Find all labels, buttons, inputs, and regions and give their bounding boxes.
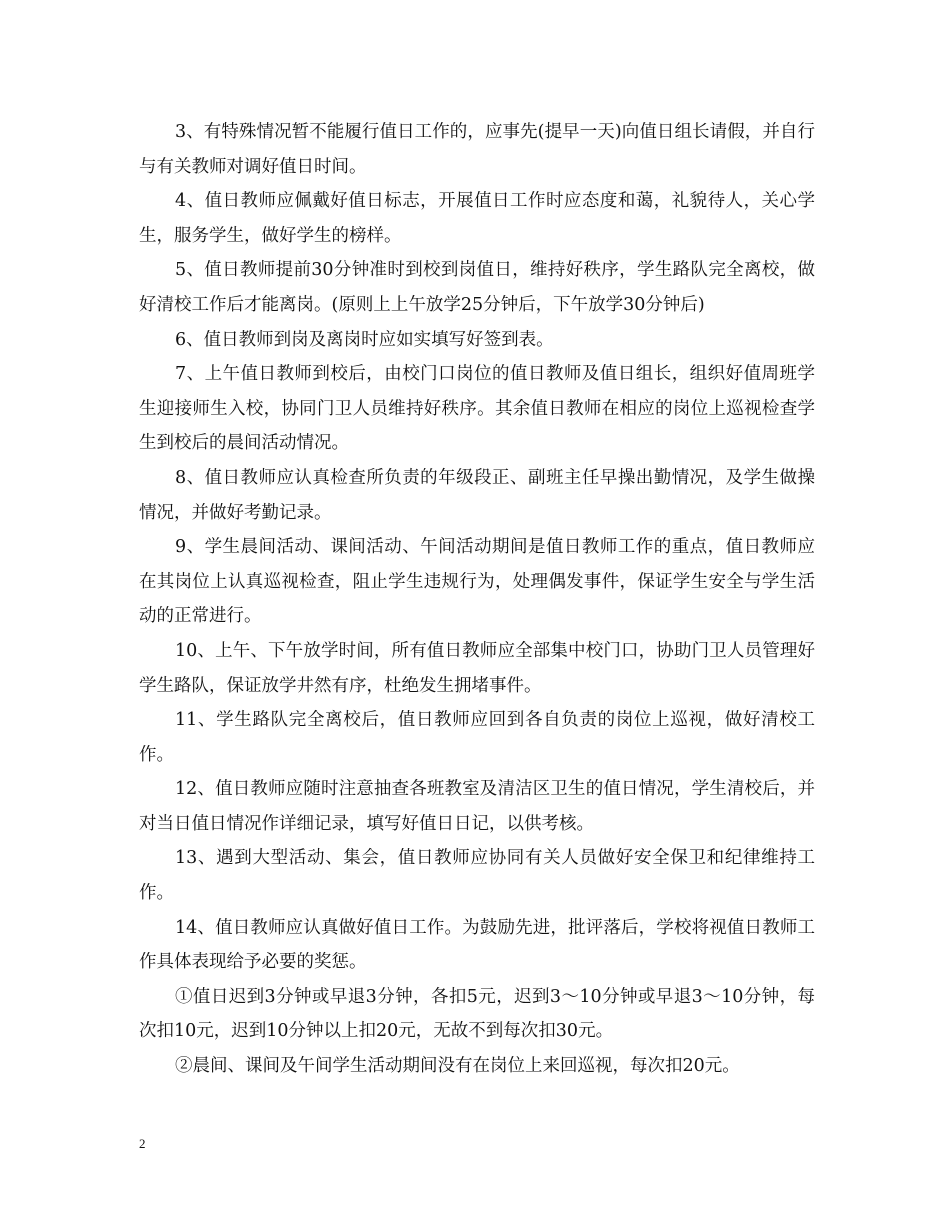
paragraph-rule-11: 11、学生路队完全离校后，值日教师应回到各自负责的岗位上巡视，做好清校工作。 [139, 710, 815, 765]
paragraph-rule-9: 9、学生晨间活动、课间活动、午间活动期间是值日教师工作的重点，值日教师应在其岗位上认真巡视检查，阻止学生违规行为，处理偶发事件，保证学生安全与学生活动的正常进行。 [139, 537, 815, 627]
paragraph-rule-14: 14、值日教师应认真做好值日工作。为鼓励先进，批评落后，学校将视值日教师工作具体表现给予必要的奖惩。 [139, 917, 815, 973]
paragraph-rule-6: 6、值日教师到岗及离岗时应如实填写好签到表。 [175, 329, 554, 350]
paragraph-rule-4: 4、值日教师应佩戴好值日标志，开展值日工作时应态度和蔼，礼貌待人，关心学生，服务学生，做好学生的榜样。 [139, 191, 815, 246]
paragraph-rule-10: 10、上午、下午放学时间，所有值日教师应全部集中校门口，协助门卫人员管理好学生路队，保证放学井然有序，杜绝发生拥堵事件。 [139, 640, 815, 696]
paragraph-rule-12: 12、值日教师应随时注意抽查各班教室及清洁区卫生的值日情况，学生清校后，并对当日值日情况作详细记录，填写好值日日记，以供考核。 [139, 779, 815, 834]
paragraph-rule-7: 7、上午值日教师到校后，由校门口岗位的值日教师及值日组长，组织好值周班学生迎接师生入校，协同门卫人员维持好秩序。其余值日教师在相应的岗位上巡视检查学生到校后的晨间活动情况。 [139, 364, 815, 454]
paragraph-rule-13: 13、遇到大型活动、集会，值日教师应协同有关人员做好安全保卫和纪律维持工作。 [139, 848, 815, 904]
paragraph-rule-8: 8、值日教师应认真检查所负责的年级段正、副班主任早操出勤情况，及学生做操情况，并做好考勤记录。 [139, 467, 815, 523]
paragraph-penalty-1: ①值日迟到3分钟或早退3分钟，各扣5元，迟到3～10分钟或早退3～10分钟，每次扣10元，迟到10分钟以上扣20元，无故不到每次扣30元。 [139, 986, 815, 1042]
page-number: 2 [139, 1136, 146, 1151]
paragraph-rule-5: 5、值日教师提前30分钟准时到校到岗值日，维持好秩序，学生路队完全离校，做好清校工作后才能离岗。(原则上上午放学25分钟后，下午放学30分钟后) [139, 260, 815, 315]
paragraph-penalty-2: ②晨间、课间及午间学生活动期间没有在岗位上来回巡视，每次扣20元。 [175, 1056, 740, 1077]
document-body [139, 115, 815, 1084]
paragraph-rule-3: 3、有特殊情况暂不能履行值日工作的，应事先(提早一天)向值日组长请假，并自行与有关教师对调好值日时间。 [139, 122, 815, 177]
